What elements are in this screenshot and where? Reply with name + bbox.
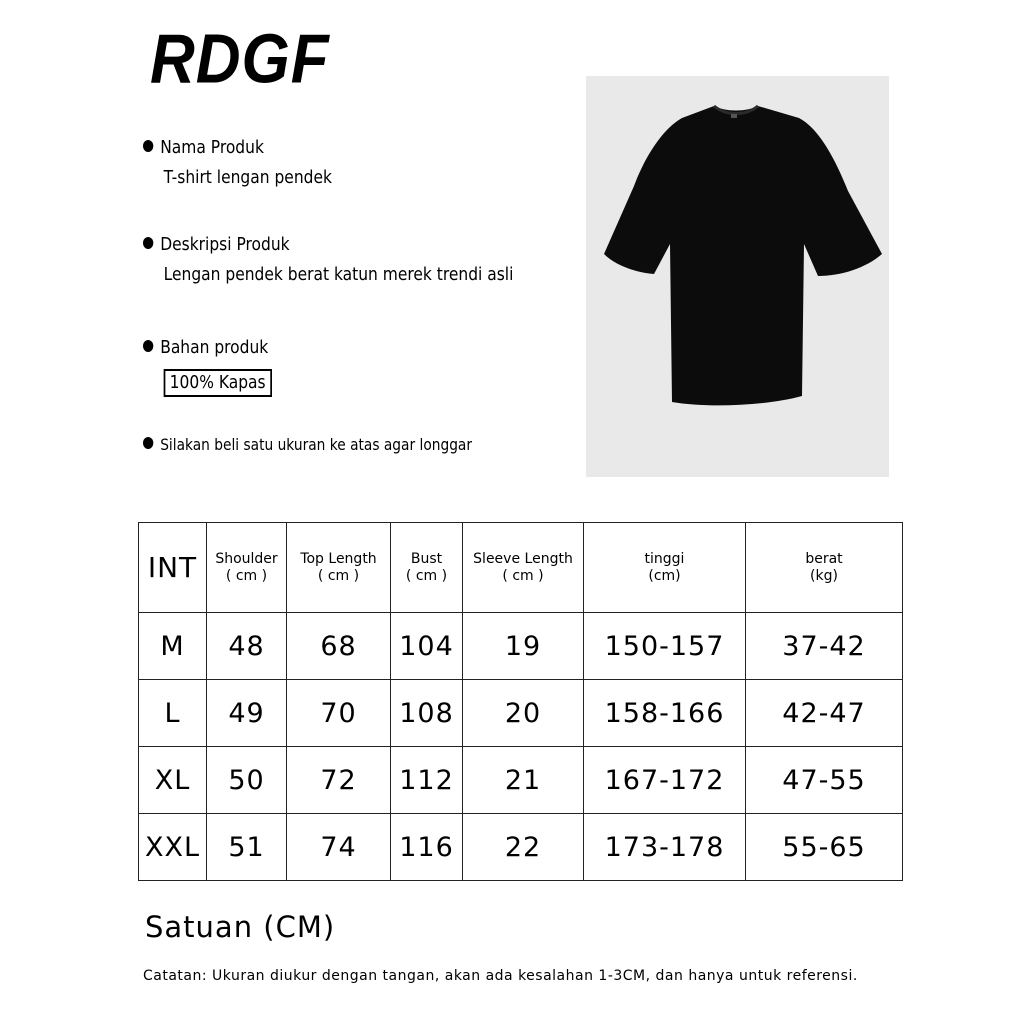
header-label: Sleeve Length	[473, 550, 573, 567]
cell-bust: 112	[391, 747, 463, 814]
size-tip-text: Silakan beli satu ukuran ke atas agar longgar	[160, 435, 473, 454]
product-name-block	[143, 133, 332, 193]
tshirt-icon	[586, 76, 889, 477]
cell-sleeve-length: 20	[463, 680, 584, 747]
cell-bust: 104	[391, 613, 463, 680]
unit-label: Satuan (CM)	[145, 910, 336, 944]
header-unit: (kg)	[810, 567, 838, 584]
cell-tinggi: 158-166	[584, 680, 746, 747]
table-row	[139, 680, 903, 747]
header-unit: ( cm )	[317, 567, 360, 584]
product-material-block	[143, 333, 272, 398]
cell-tinggi: 167-172	[584, 747, 746, 814]
table-row	[139, 613, 903, 680]
measurement-note: Catatan: Ukuran diukur dengan tangan, akan ada kesalahan 1-3CM, dan hanya untuk referensi.	[143, 968, 858, 984]
product-name-value: T-shirt lengan pendek	[163, 167, 332, 188]
cell-top-length: 74	[287, 814, 391, 881]
cell-berat: 47-55	[746, 747, 903, 814]
header-sleeve-length	[463, 523, 584, 613]
cell-bust: 116	[391, 814, 463, 881]
header-bust	[391, 523, 463, 613]
cell-bust: 108	[391, 680, 463, 747]
header-label: Shoulder	[215, 550, 278, 567]
bullet-icon	[143, 237, 153, 249]
bullet-icon	[143, 140, 153, 152]
header-berat	[746, 523, 903, 613]
cell-berat: 42-47	[746, 680, 903, 747]
header-label: Bust	[410, 550, 443, 567]
header-top-length	[287, 523, 391, 613]
brand-logo: RDGF	[150, 21, 330, 99]
size-chart-table	[138, 522, 903, 881]
cell-top-length: 68	[287, 613, 391, 680]
product-material-label: Bahan produk	[160, 337, 269, 358]
cell-shoulder: 51	[207, 814, 287, 881]
cell-tinggi: 150-157	[584, 613, 746, 680]
cell-int: XL	[139, 747, 207, 814]
cell-shoulder: 50	[207, 747, 287, 814]
table-row	[139, 747, 903, 814]
cell-int: L	[139, 680, 207, 747]
product-photo	[586, 76, 889, 477]
table-header-row	[139, 523, 903, 613]
product-description-block	[143, 230, 513, 290]
product-description-value: Lengan pendek berat katun merek trendi asli	[163, 264, 514, 285]
header-unit: ( cm )	[405, 567, 448, 584]
cell-sleeve-length: 19	[463, 613, 584, 680]
product-material-value: 100% Kapas	[164, 369, 272, 397]
cell-sleeve-length: 22	[463, 814, 584, 881]
cell-tinggi: 173-178	[584, 814, 746, 881]
header-unit: ( cm )	[225, 567, 268, 584]
header-label: berat	[805, 550, 843, 567]
product-description-label: Deskripsi Produk	[160, 234, 290, 255]
header-unit: (cm)	[648, 567, 681, 584]
cell-berat: 55-65	[746, 814, 903, 881]
bullet-icon	[143, 437, 153, 449]
table-row	[139, 814, 903, 881]
bullet-icon	[143, 340, 153, 352]
header-label: Top Length	[300, 550, 377, 567]
cell-int: M	[139, 613, 207, 680]
cell-shoulder: 49	[207, 680, 287, 747]
cell-top-length: 72	[287, 747, 391, 814]
cell-sleeve-length: 21	[463, 747, 584, 814]
header-unit: ( cm )	[502, 567, 544, 584]
cell-shoulder: 48	[207, 613, 287, 680]
header-tinggi	[584, 523, 746, 613]
cell-berat: 37-42	[746, 613, 903, 680]
size-tip-block	[143, 430, 472, 460]
header-shoulder	[207, 523, 287, 613]
product-name-label: Nama Produk	[160, 137, 264, 158]
cell-int: XXL	[139, 814, 207, 881]
header-label: tinggi	[644, 550, 685, 567]
cell-top-length: 70	[287, 680, 391, 747]
header-int: INT	[139, 523, 207, 613]
